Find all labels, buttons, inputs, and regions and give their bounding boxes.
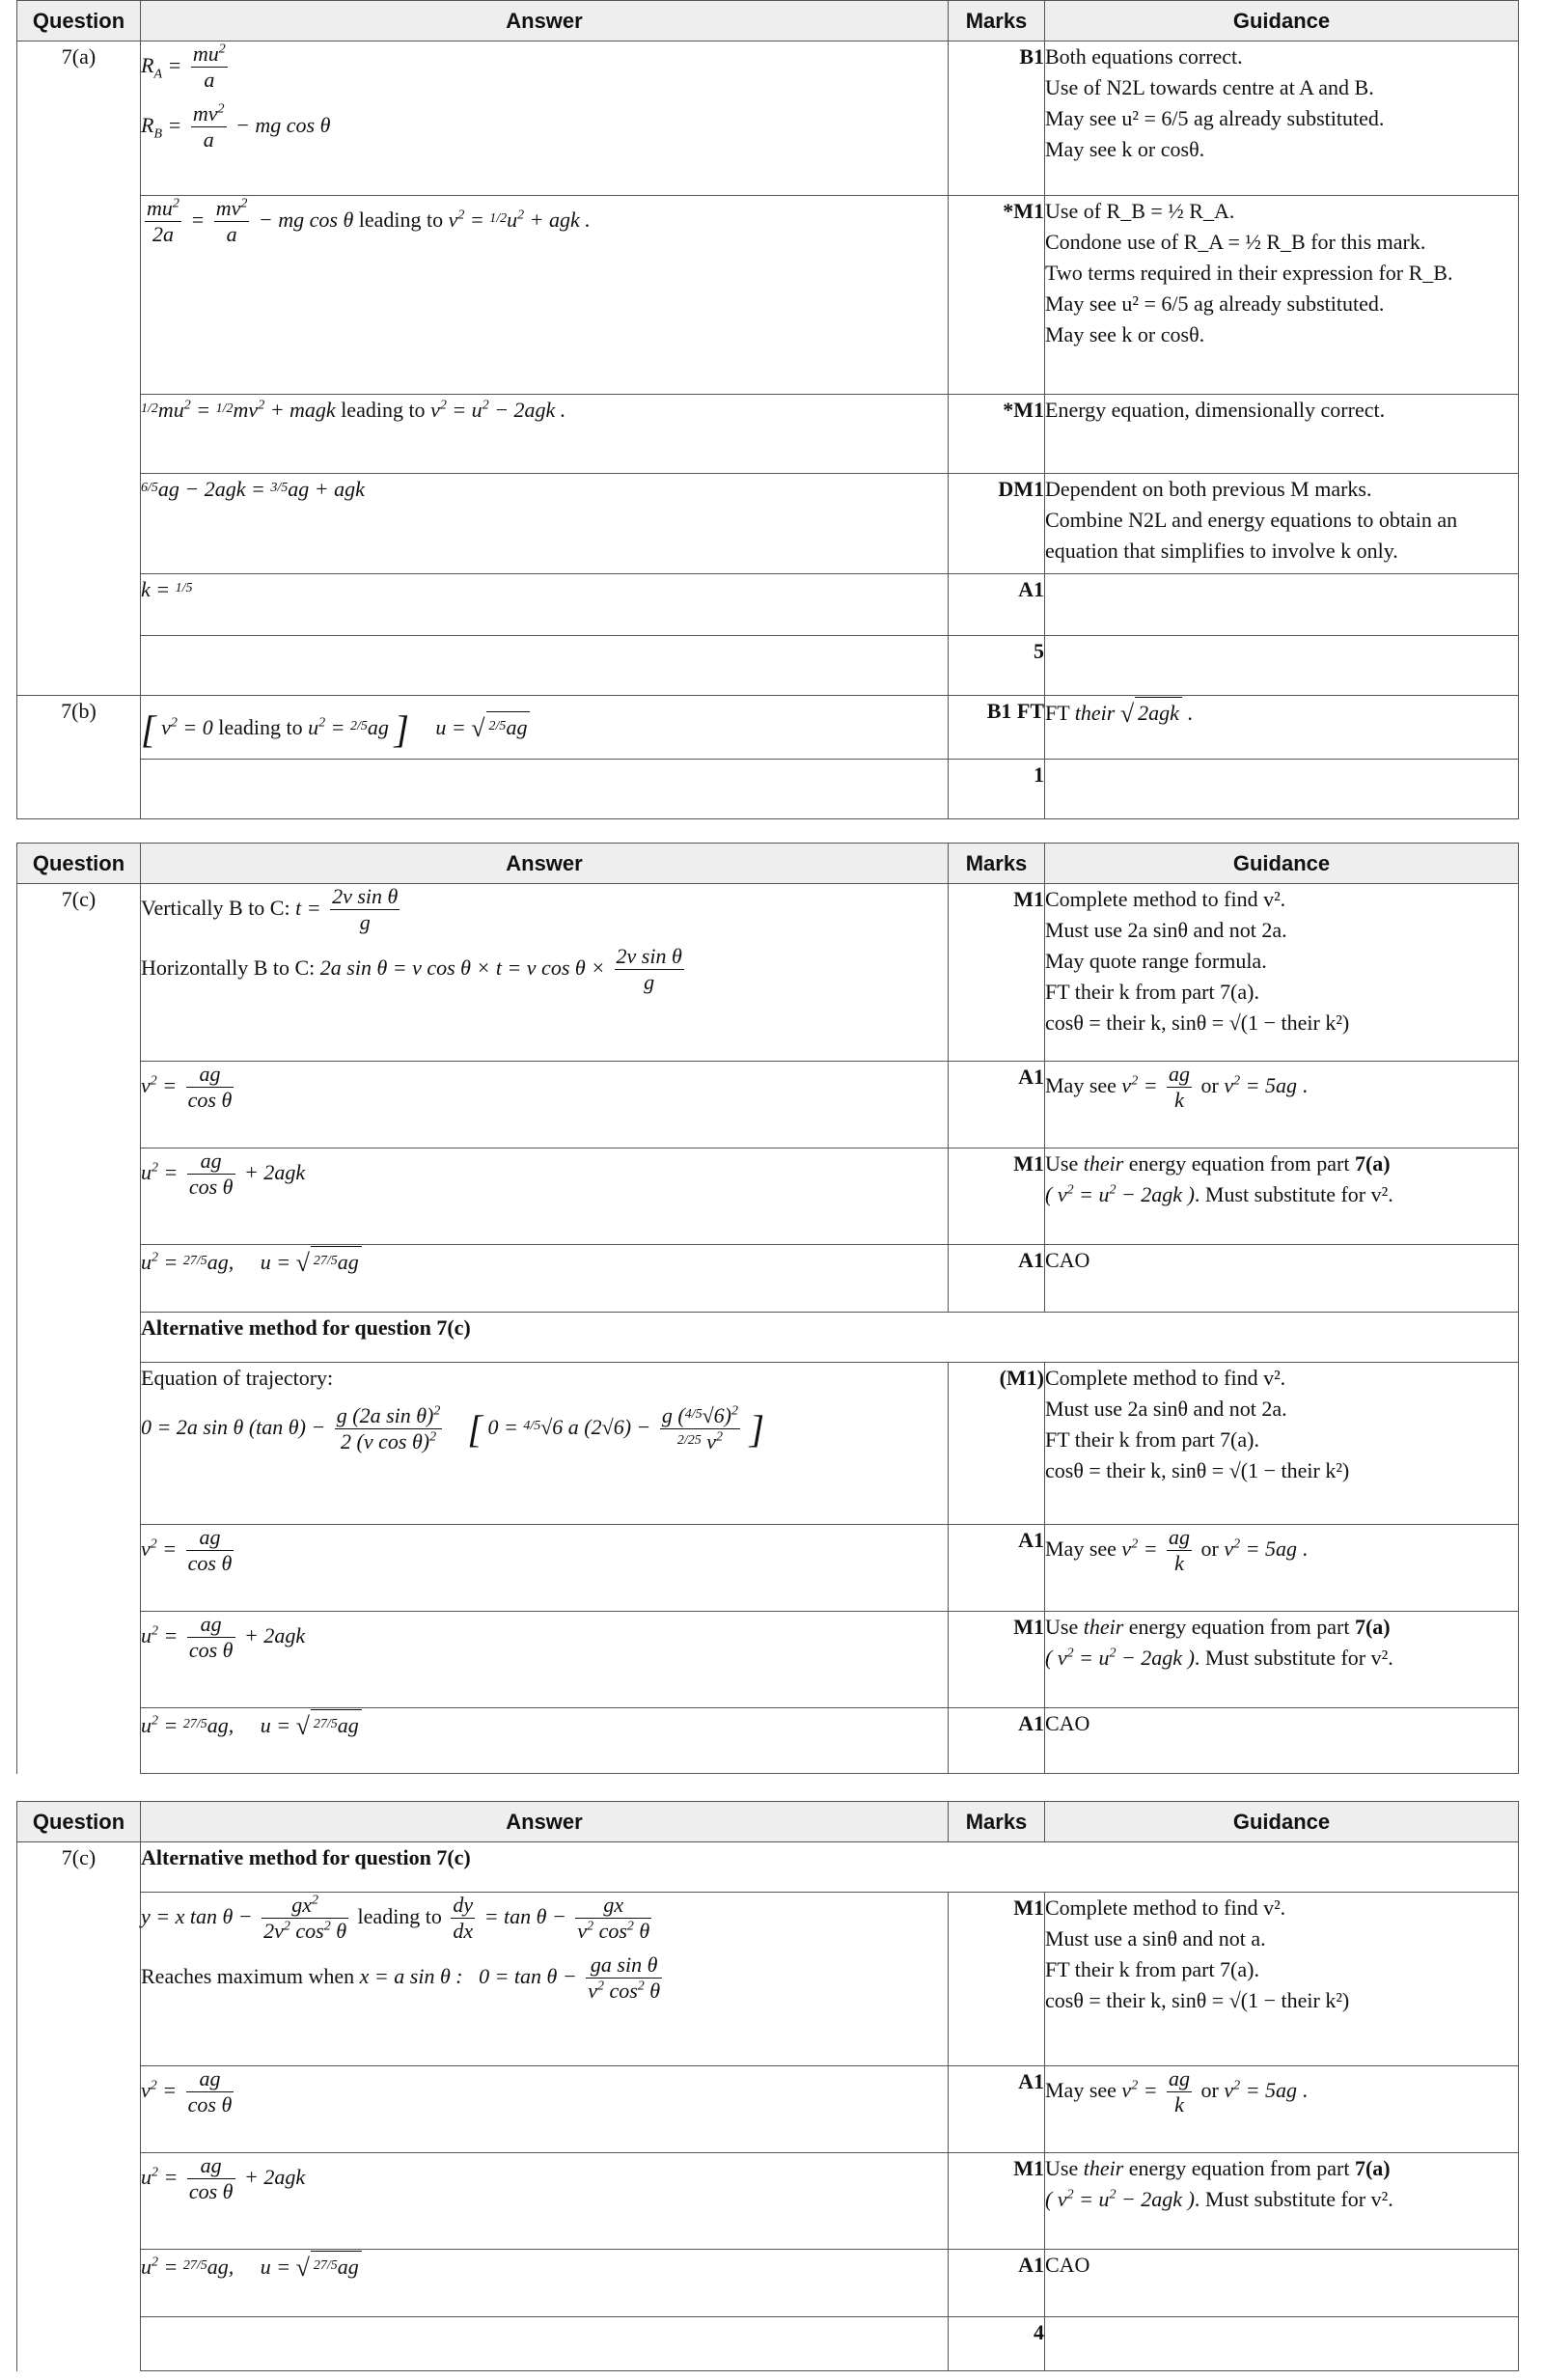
mark-code: B1 FT: [949, 696, 1045, 760]
total-marks: 1: [949, 760, 1045, 819]
guidance-line: Energy equation, dimensionally correct.: [1045, 398, 1386, 422]
header-question: Question: [17, 1, 141, 42]
answer-cell: $^{1/2}mu^2 = ^{1/2}mv^2$ + magk leading to $v^2 = u^2 - 2agk$ .: [141, 395, 949, 474]
guidance-line: May see u² = 6/5 ag already substituted.: [1045, 291, 1385, 316]
table-row: $u^2 = ^{27/5}ag$, u = √ $^{27/5}$ag A1 CAO: [17, 1245, 1519, 1313]
table-row: y = x tan θ − $\frac{gx^2}{2v^2 \cos^2 \theta}$ leading to $\frac{dy}{dx}$ = tan θ − $\frac{gx}{v^2 \cos^2 \theta}$ Reaches maximum when x = a sin θ : 0 = tan θ − $\frac{\text{ga sin θ}}{v^2 \cos^2 \theta}$ M1 Complete method to find v². Must use a sinθ and not a. FT their k from part 7(a). cosθ = their k, sinθ = √(1 − their k²): [17, 1893, 1519, 2066]
mark-code: DM1: [949, 474, 1045, 574]
table-row: 7(c) Vertically B to C: t = $\frac{\text{2v sin θ}}{g}$ Horizontally B to C: 2a sin θ = v cos θ × t = v cos θ × $\frac{\text{2v sin θ}}{g}$ M1 Complete method to find v². Must use 2a sinθ and not 2a. May quote range formula. FT their k from part 7(a). cosθ = their k, sinθ = √(1 − their k²): [17, 884, 1519, 1062]
answer-cell: Vertically B to C: t = $\frac{\text{2v sin θ}}{g}$ Horizontally B to C: 2a sin θ = v cos θ × t = v cos θ × $\frac{\text{2v sin θ}}{g}$: [141, 884, 949, 1062]
table-row: $u^2$ = $\frac{ag}{\text{cos θ}}$ + 2agk M1 Use their energy equation from part 7(a) ( $v^2 = u^2 - 2agk$ ). Must substitute for v².: [17, 1148, 1519, 1245]
total-marks: 5: [949, 636, 1045, 696]
total-marks: 4: [949, 2317, 1045, 2371]
mark-code: A1: [949, 574, 1045, 636]
answer-cell: $R_A$ = $\frac{mu^2}{a}$ $R_B$ = $\frac{mv^2}{a}$ − mg cos θ: [141, 42, 949, 196]
guidance-cell: [1045, 474, 1519, 574]
table-row: [17, 395, 1519, 474]
guidance-cell: [1045, 42, 1519, 196]
guidance-line: Dependent on both previous M marks.: [1045, 477, 1372, 501]
alt-method-heading: Alternative method for question 7(c): [141, 1313, 1519, 1363]
table-row: $u^2$ = $\frac{ag}{\text{cos θ}}$ + 2agk M1 Use their energy equation from part 7(a) ( $v^2 = u^2 - 2agk$ ). Must substitute for v².: [17, 1612, 1519, 1708]
table-row: [17, 42, 1519, 196]
mark-code: *M1: [949, 395, 1045, 474]
question-number: 7(c): [17, 884, 141, 1774]
header-guidance: Guidance: [1045, 1, 1519, 42]
mark-code: B1: [949, 42, 1045, 196]
header-row: Question Answer Marks Guidance: [17, 844, 1519, 884]
table-row: [17, 760, 1519, 819]
table-row: [17, 574, 1519, 636]
table-row: $v^2$ = $\frac{ag}{\text{cos θ}}$ A1 May see $v^2$ = $\frac{ag}{k}$ or $v^2 = 5ag$ .: [17, 1525, 1519, 1612]
table-row: [17, 636, 1519, 696]
mark-code: *M1: [949, 196, 1045, 395]
table-row: $v^2$ = $\frac{ag}{\text{cos θ}}$ A1 May see $v^2$ = $\frac{ag}{k}$ or $v^2 = 5ag$ .: [17, 2066, 1519, 2153]
guidance-cell: FT their √ 2agk .: [1045, 696, 1519, 760]
guidance-line: equation that simplifies to involve k only.: [1045, 538, 1398, 563]
guidance-line: May see k or cosθ.: [1045, 321, 1205, 346]
guidance-line: May see k or cosθ.: [1045, 136, 1205, 161]
guidance-cell: [1045, 395, 1519, 474]
guidance-line: Two terms required in their expression for R_B.: [1045, 260, 1453, 285]
answer-cell: $^{6/5}$ag − 2agk = $^{3/5}$ag + agk: [141, 474, 949, 574]
guidance-line: May see u² = 6/5 ag already substituted.: [1045, 105, 1385, 130]
table-row: [17, 1842, 1519, 1893]
alt-method-heading: Alternative method for question 7(c): [141, 1842, 1519, 1893]
guidance-cell: Complete method to find v². Must use 2a sinθ and not 2a. May quote range formula. FT their k from part 7(a). cosθ = their k, sinθ = √(1 − their k²): [1045, 884, 1519, 1062]
header-row: [17, 1, 1519, 42]
answer-cell: k = $^{1/5}$: [141, 574, 949, 636]
table-row: $u^2$ = $\frac{ag}{\text{cos θ}}$ + 2agk M1 Use their energy equation from part 7(a) ( $v^2 = u^2 - 2agk$ ). Must substitute for v².: [17, 2153, 1519, 2250]
header-marks: Marks: [949, 1, 1045, 42]
table-row: $u^2 = ^{27/5}ag$, u = √ $^{27/5}$ag A1 CAO: [17, 2250, 1519, 2317]
table-row: Equation of trajectory: 0 = 2a sin θ (tan θ) − $\frac{g (2a \sin \theta)^2}{2 (v \cos \theta)^2}$ [ 0 = $^{4/5}$√6 a (2√6) − $\frac{g (^{4/5}√6)^2}{^{2/25} v^2}$ ] (M1) Complete method to find v². Must use 2a sinθ and not 2a. FT their k from part 7(a). cosθ = their k, sinθ = √(1 − their k²): [17, 1363, 1519, 1525]
question-number: 7(b): [17, 696, 141, 819]
guidance-line: Use of R_B = ½ R_A.: [1045, 199, 1235, 223]
guidance-line: Condone use of R_A = ½ R_B for this mark.: [1045, 229, 1426, 254]
table-row: [17, 474, 1519, 574]
question-number: 7(a): [17, 42, 141, 696]
header-row: Question Answer Marks Guidance: [17, 1802, 1519, 1842]
mark-scheme-table-7ab: [16, 0, 1519, 819]
answer-cell: $\frac{mu^2}{2a}$ = $\frac{mv^2}{a}$ − mg cos θ leading to $v^2 = ^{1/2}u^2$ + agk .: [141, 196, 949, 395]
guidance-line: Use of N2L towards centre at A and B.: [1045, 74, 1374, 99]
table-row: $v^2$ = $\frac{ag}{\text{cos θ}}$ A1 May see $v^2$ = $\frac{ag}{k}$ or $v^2 = 5ag$ .: [17, 1062, 1519, 1148]
question-number: 7(c): [17, 1842, 141, 2371]
table-row: [17, 696, 1519, 760]
mark-scheme-table-7c: [16, 843, 1519, 1774]
answer-cell: [ $v^2 = 0$ leading to $u^2 = ^{2/5}ag$ ] u = √ $^{2/5}$ag: [141, 696, 949, 760]
table-row: [17, 1313, 1519, 1363]
table-row: [17, 196, 1519, 395]
guidance-cell: [1045, 196, 1519, 395]
guidance-line: Combine N2L and energy equations to obtain an: [1045, 507, 1458, 532]
mark-scheme-table-7c-alt: [16, 1801, 1519, 2371]
table-row: $u^2 = ^{27/5}ag$, u = √ $^{27/5}$ag A1 CAO: [17, 1708, 1519, 1774]
guidance-line: Both equations correct.: [1045, 44, 1243, 69]
table-row: [17, 2317, 1519, 2371]
header-answer: Answer: [141, 1, 949, 42]
